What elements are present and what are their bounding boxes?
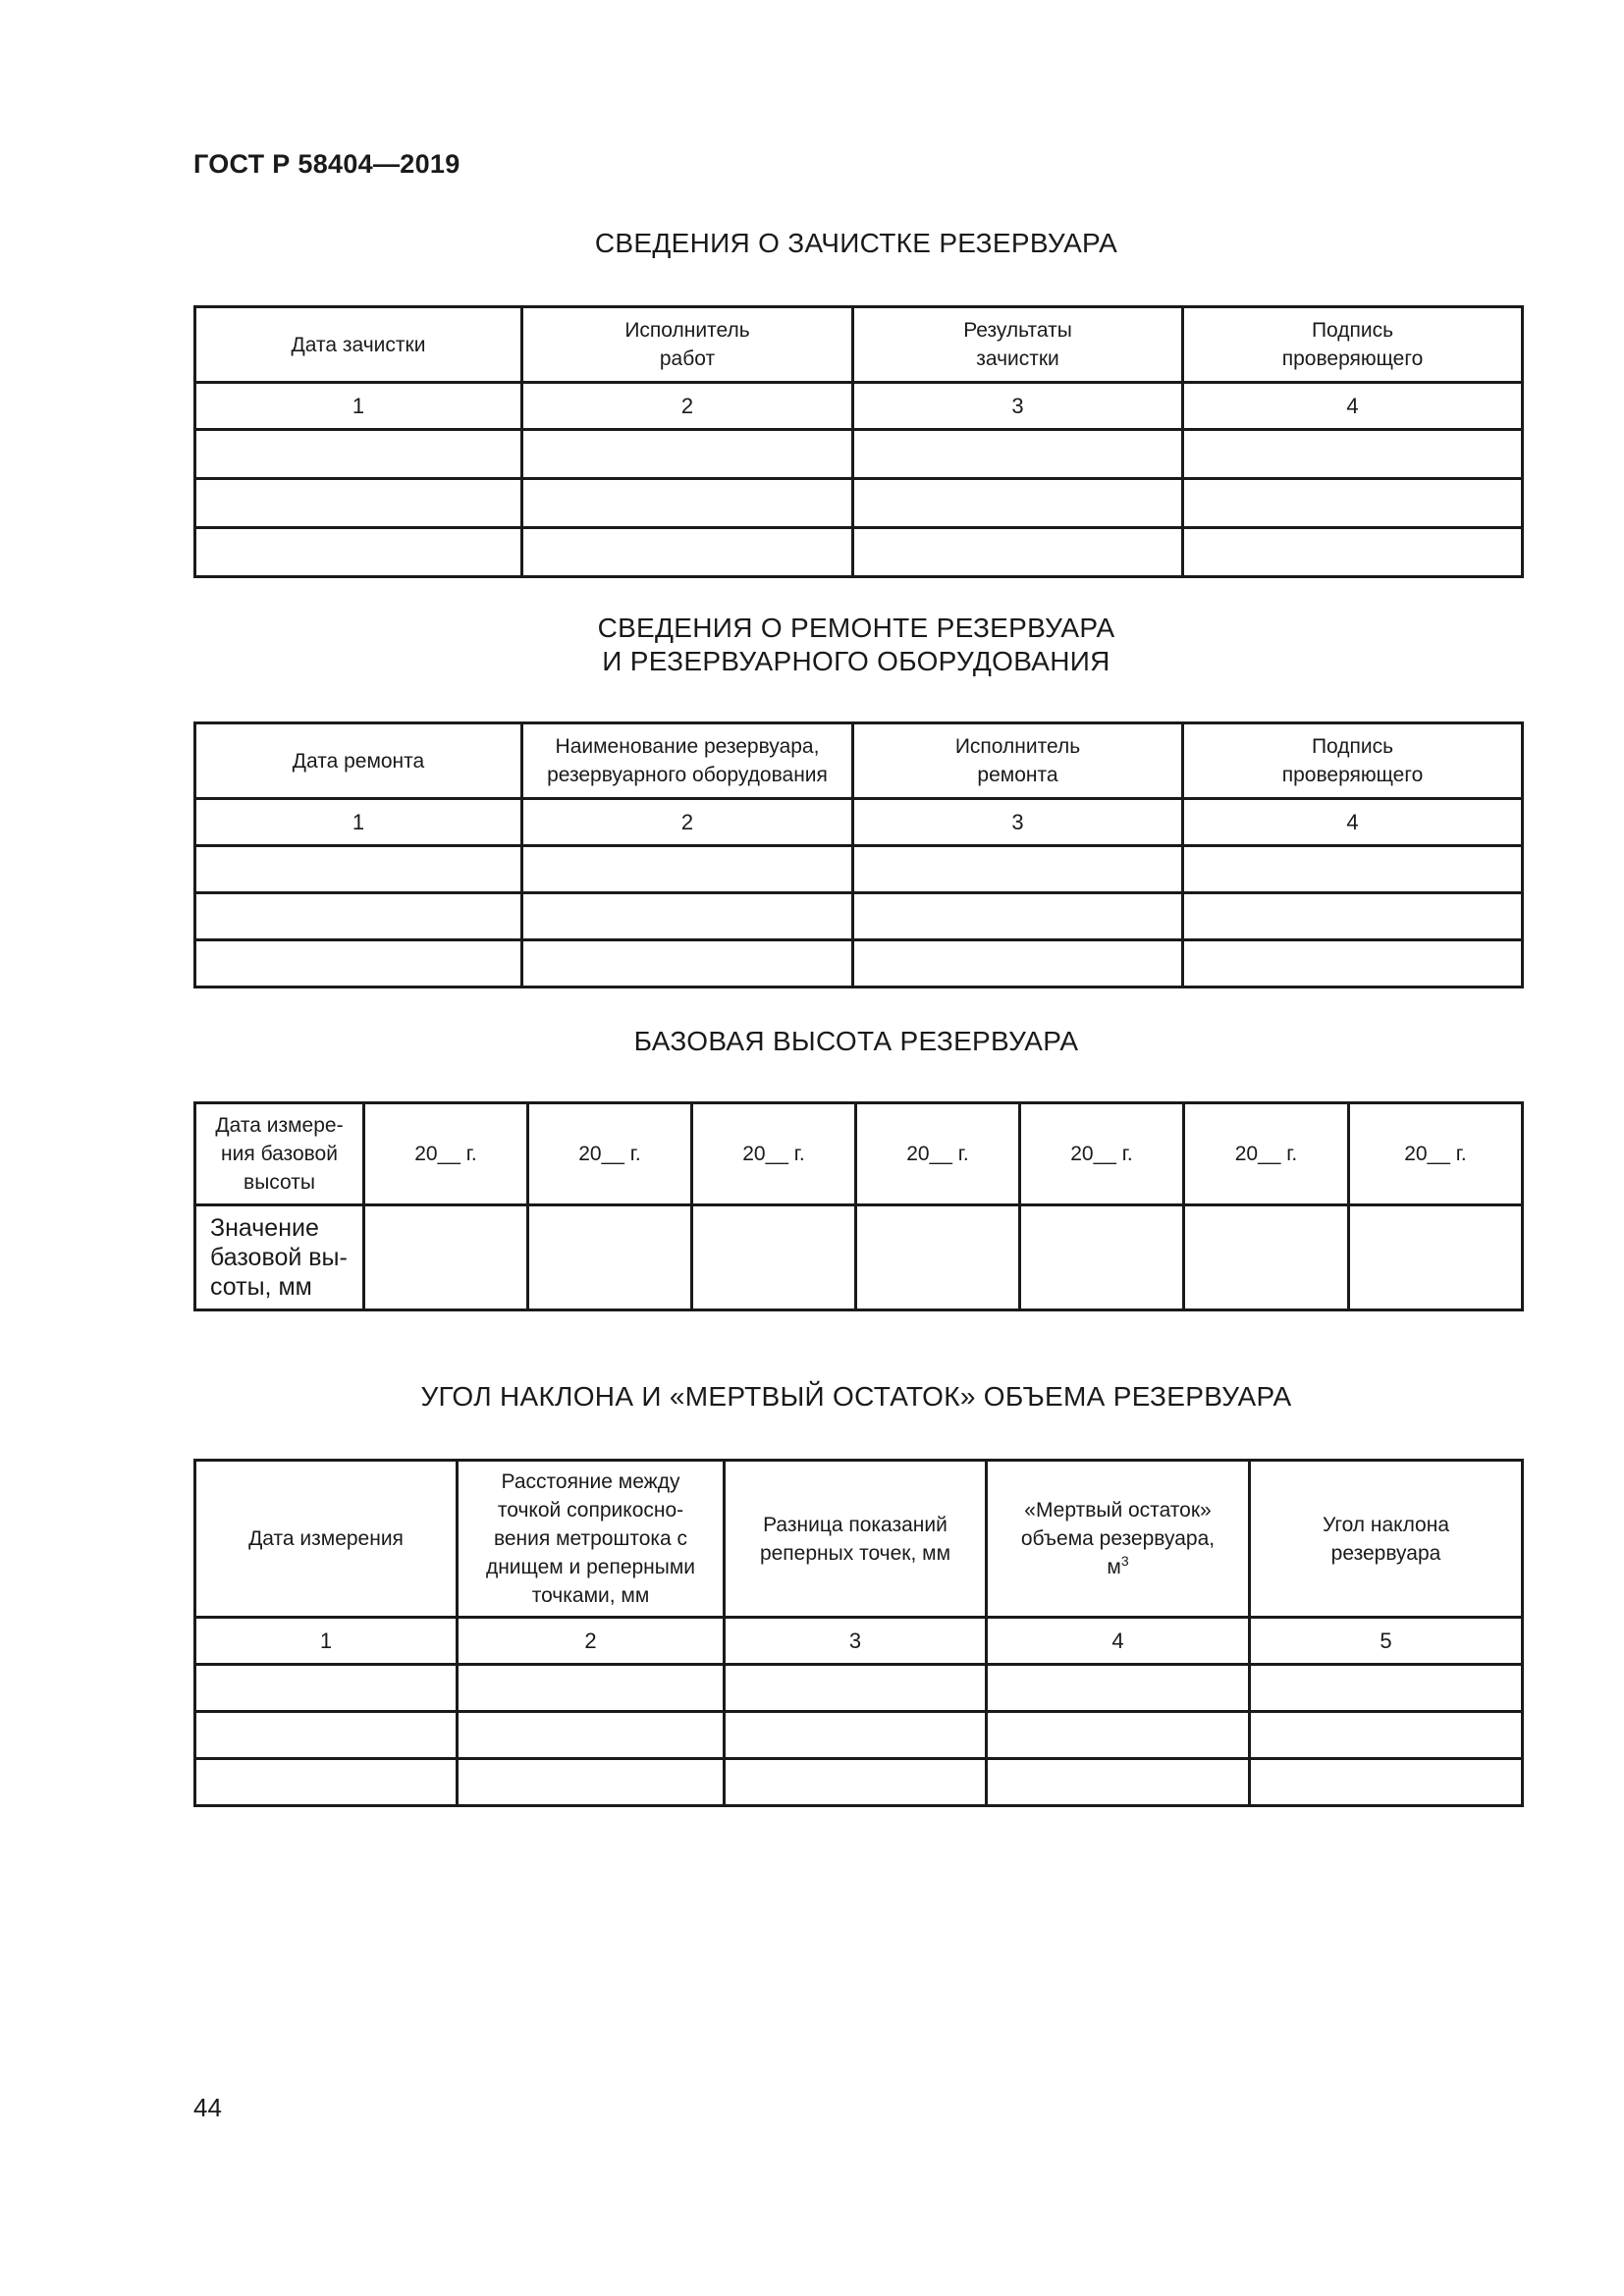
empty-cell [195,479,522,528]
empty-cell [725,1712,987,1759]
page-number: 44 [193,2093,222,2122]
empty-cell [195,940,522,988]
header-cell: Исполнитель работ [522,307,853,383]
base-height-title: БАЗОВАЯ ВЫСОТА РЕЗЕРВУАРА [633,1026,1079,1056]
empty-cell [195,1712,458,1759]
empty-cell [987,1759,1250,1806]
cleaning-table [193,305,1524,578]
empty-cell [853,846,1183,893]
table-row [195,479,1523,528]
column-number: 1 [195,383,522,430]
empty-cell [1183,940,1523,988]
empty-cell [1183,893,1523,940]
empty-cell [1250,1665,1523,1712]
date-row [195,1103,1523,1205]
table-row [195,1712,1523,1759]
tilt-title: УГОЛ НАКЛОНА И «МЕРТВЫЙ ОСТАТОК» ОБЪЕМА РЕЗЕРВУАРА [420,1381,1292,1412]
empty-cell [458,1712,725,1759]
empty-cell [458,1759,725,1806]
year-cell: 20__ г. [1184,1103,1349,1205]
empty-cell [1184,1205,1349,1310]
empty-cell [856,1205,1020,1310]
empty-cell [1250,1712,1523,1759]
header-cell: Наименование резервуара, резервуарного оборудования [522,723,853,799]
year-cell: 20__ г. [692,1103,856,1205]
header-cell: Дата зачистки [195,307,522,383]
empty-cell [522,893,853,940]
column-number: 2 [522,799,853,846]
repair-title-line1: СВЕДЕНИЯ О РЕМОНТЕ РЕЗЕРВУАРА [597,613,1115,643]
empty-cell [522,430,853,479]
empty-cell [522,940,853,988]
row-label: Дата измере- ния базовой высоты [195,1103,364,1205]
header-cell: Угол наклона резервуара [1250,1461,1523,1618]
empty-cell [853,479,1183,528]
base-height-table [193,1101,1524,1311]
column-number: 2 [522,383,853,430]
empty-cell [522,846,853,893]
document-code: ГОСТ Р 58404—2019 [193,149,460,179]
column-number-row [195,383,1523,430]
header-cell: Дата измерения [195,1461,458,1618]
column-number: 3 [853,383,1183,430]
table-row [195,528,1523,577]
cleaning-title: СВЕДЕНИЯ О ЗАЧИСТКЕ РЕЗЕРВУАРА [594,228,1118,258]
table-row [195,1665,1523,1712]
header-cell: Результаты зачистки [853,307,1183,383]
empty-cell [1183,479,1523,528]
table-header-row [195,1461,1523,1618]
empty-cell [853,940,1183,988]
header-cell: Подпись проверяющего [1183,723,1523,799]
value-row [195,1205,1523,1310]
header-cell: Дата ремонта [195,723,522,799]
empty-cell [987,1665,1250,1712]
empty-cell [195,430,522,479]
column-number: 1 [195,1618,458,1665]
repair-title-line2: И РЕЗЕРВУАРНОГО ОБОРУДОВАНИЯ [602,646,1110,676]
empty-cell [1183,846,1523,893]
header-cell: Подпись проверяющего [1183,307,1523,383]
table-row [195,940,1523,988]
empty-cell [195,893,522,940]
empty-cell [1020,1205,1184,1310]
row-label: Значение базовой вы- соты, мм [195,1205,364,1310]
empty-cell [853,430,1183,479]
table-row [195,893,1523,940]
unit-exponent: 3 [1120,1553,1129,1569]
empty-cell [987,1712,1250,1759]
repair-title [193,612,1519,678]
empty-cell [853,893,1183,940]
table-header-row [195,723,1523,799]
empty-cell [1183,430,1523,479]
empty-cell [195,1759,458,1806]
column-number: 4 [987,1618,1250,1665]
empty-cell [692,1205,856,1310]
empty-cell [522,528,853,577]
repair-table [193,721,1524,988]
table-header-row [195,307,1523,383]
empty-cell [458,1665,725,1712]
empty-cell [1250,1759,1523,1806]
empty-cell [195,528,522,577]
empty-cell [725,1759,987,1806]
column-number: 5 [1250,1618,1523,1665]
header-cell: Исполнитель ремонта [853,723,1183,799]
column-number: 4 [1183,799,1523,846]
table-row [195,1759,1523,1806]
year-cell: 20__ г. [1349,1103,1523,1205]
empty-cell [528,1205,692,1310]
tilt-table [193,1459,1524,1807]
column-number-row [195,1618,1523,1665]
column-number: 1 [195,799,522,846]
empty-cell [195,846,522,893]
year-cell: 20__ г. [528,1103,692,1205]
year-cell: 20__ г. [364,1103,528,1205]
header-cell: Расстояние между точкой соприкосно- вения метроштока с днищем и реперными точками, мм [458,1461,725,1618]
column-number: 3 [725,1618,987,1665]
header-cell: «Мертвый остаток» объема резервуара, $м^3$ [987,1461,1250,1618]
empty-cell [853,528,1183,577]
empty-cell [1349,1205,1523,1310]
table-row [195,846,1523,893]
column-number: 4 [1183,383,1523,430]
header-cell: Разница показаний реперных точек, мм [725,1461,987,1618]
empty-cell [522,479,853,528]
column-number: 3 [853,799,1183,846]
empty-cell [725,1665,987,1712]
column-number: 2 [458,1618,725,1665]
empty-cell [1183,528,1523,577]
table-row [195,430,1523,479]
year-cell: 20__ г. [1020,1103,1184,1205]
empty-cell [195,1665,458,1712]
column-number-row [195,799,1523,846]
empty-cell [364,1205,528,1310]
year-cell: 20__ г. [856,1103,1020,1205]
